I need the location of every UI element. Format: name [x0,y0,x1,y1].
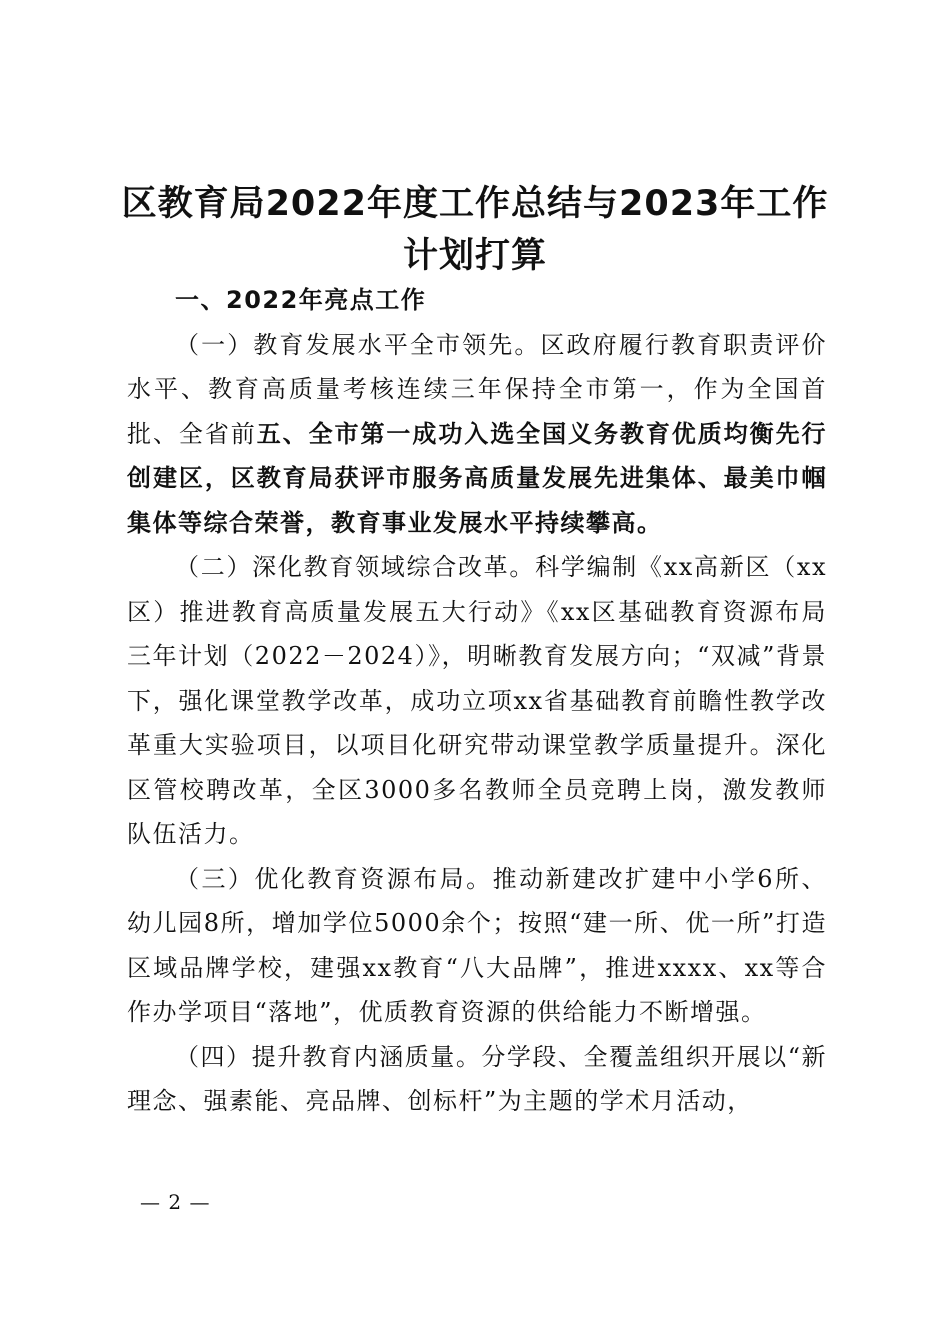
paragraph-3 [127,857,827,1035]
paragraph-1-bold-text: 五、全市第一成功入选全国义务教育优质均衡先行创建区，区教育局获评市服务高质量发展先进集体、最美巾帼集体等综合荣誉，教育事业发展水平持续攀高。 [127,419,828,537]
paragraph-3-text: （三）优化教育资源布局。推动新建改扩建中小学6所、幼儿园8所，增加学位5000余个；按照“建一所、优一所”打造区域品牌学校，建强xx教育“八大品牌”，推进xxxx、xx等合作办学项目“落地”，优质教育资源的供给能力不断增强。 [127,864,827,1026]
document-title: 区教育局2022年度工作总结与2023年工作计划打算 [121,184,829,276]
paragraph-2-text: （二）深化教育领域综合改革。科学编制《xx高新区（xx区）推进教育高质量发展五大行动》《xx区基础教育资源布局三年计划（2022－2024）》，明晰教育发展方向；“双减”背景下，强化课堂教学改革，成功立项xx省基础教育前瞻性教学改革重大实验项目，以项目化研究带动课堂教学质量提升。深化区管校聘改革，全区3000多名教师全员竞聘上岗，激发教师队伍活力。 [127,553,827,848]
document-body [127,278,827,1124]
paragraph-1 [127,323,827,546]
paragraph-4 [127,1035,827,1124]
paragraph-1-text: （一）教育发展水平全市领先。区政府履行教育职责评价水平、教育高质量考核连续三年保持全市第一，作为全国首批、全省前 [127,330,827,448]
page-number: — 2 — [140,1190,211,1214]
paragraph-4-text: （四）提升教育内涵质量。分学段、全覆盖组织开展以“新理念、强素能、亮品牌、创标杆”为主题的学术月活动， [127,1042,827,1115]
paragraph-2 [127,545,827,857]
section-heading: 一、2022年亮点工作 [175,286,427,314]
